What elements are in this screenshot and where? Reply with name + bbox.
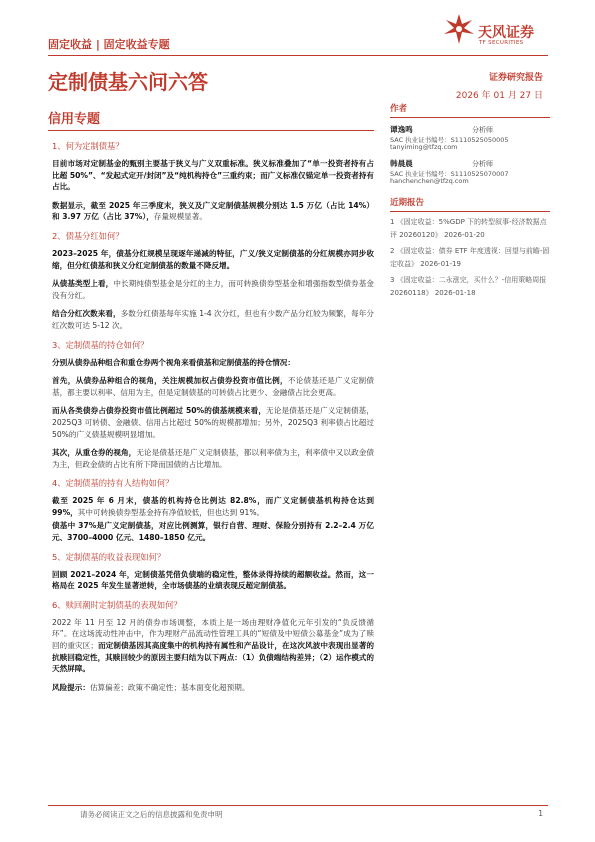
brand-name-en: TF SECURITIES [479,40,524,46]
paragraph: 其次，从重仓券的视角，无论是债基还是广义定制债基，都以利率债为主，利率债中又以政金债为主，但政金债的占比有所下降而国债的占比增加。 [52,448,375,469]
header-category: 固定收益 | 固定收益专题 [48,38,170,51]
footer-divider [48,805,548,806]
author-role: 分析师 [472,160,493,168]
recent-report-item[interactable]: 2 《固定收益：债券 ETF 年度透视：回望与前瞻-固定收益》 2026-01-19 [390,247,550,268]
section-tag: 信用专题 [48,112,101,127]
paragraph: 截至 2025 年 6 月末，债基的机构持仓比例达 82.8%，而广义定制债基机构持仓达到 99%，其中可转换债券型基金持有净值较低，但也达到 91%。 [52,496,374,517]
report-type: 证券研究报告 [488,73,543,83]
logo-mark-icon [442,12,476,50]
question-heading: 3、定制债基的持仓如何？ [52,339,149,350]
authors-heading: 作者 [390,102,550,118]
paragraph: 结合分红次数来看，多数分红债基每年实施 1-4 次分红，但也有少数产品分红较为频繁，每年分红次数可达 5-12 次。 [52,309,375,330]
author-card [390,158,550,186]
question-heading: 4、定制债基的持有人结构如何？ [52,478,174,489]
author-role: 分析师 [472,126,493,134]
paragraph: 回顾 2021–2024 年，定制债基凭借负债端的稳定性，整体录得持续的超额收益。然而，这一格局在 2025 年发生显著逆转，全市场债基的业绩表现反超定制债基。 [52,569,374,591]
recent-reports-heading: 近期报告 [390,196,550,212]
paragraph: 2022 年 11 月至 12 月的债券市场调整，本质上是一场由理财净值化元年引发的“负反馈循环”。在这场流动性冲击中，作为理财产品流动性管理工具的“短债及中短债公募基金”成为了赎回的重灾区；而定制债基因其高度集中的机构持有属性和产品设计，在这次风波中表现出显著的抗赎回稳定性，其赎回较少的原因主要归结为以下两点：（1）负债端结构差异；（2）运作模式的天然屏障。 [52,617,374,674]
paragraph: 首先，从债券品种组合的视角，关注规模加权占债券投资市值比例，不论债基还是广义定制债基，都主要以利率、信用为主，但是定制债基的可转债占比更少、金融债占比会更高。 [52,376,375,397]
author-card [390,124,550,152]
company-logo [442,12,552,52]
main-content [52,134,374,700]
author-sac: SAC 执业证书编号：S1110525050005 [390,136,509,144]
paragraph: 而从各类债券占债券投资市值比例超过 50%的债基规模来看，无论是债基还是广义定制债基，2025Q3 可转债、金融债、信用占比超过 50%的规模都增加；另外，2025Q3 利率债占比超过 50%的广义债基规模明显增加。 [52,406,374,439]
paragraph: 2023–2025 年，债基分红规模呈现逐年递减的特征，广义/狭义定制债基的分红规模亦同步收缩，但分红债基和狭义分红定制债基的数量不降反增。 [52,248,374,270]
question-heading: 2、债基分红如何？ [52,230,124,241]
section-divider [48,130,374,131]
brand-name-cn: 天风证券 [478,25,534,41]
paragraph: 数据显示，截至 2025 年三季度末，狭义及广义定制债基规模分别达 1.5 万亿（占比 14%）和 3.97 万亿（占比 37%），存量规模显著。 [52,200,374,222]
report-title: 定制债基六问六答 [48,70,208,94]
footer-disclaimer: 请务必阅读正文之后的信息披露和免责申明 [80,810,223,819]
author-email[interactable]: hanchenchen@tfzq.com [390,177,469,185]
header-divider [48,55,548,56]
question-heading: 1、何为定制债基？ [52,141,124,151]
author-name: 韩晨晨 [390,159,413,168]
page-number: 1 [538,809,543,818]
paragraph: 分别从债券品种组合和重仓券两个视角来看债基和定制债基的持仓情况： [52,357,295,367]
author-email[interactable]: tanyiming@tfzq.com [390,143,458,151]
paragraph: 目前市场对定制基金的甄别主要基于狭义与广义双重标准。狭义标准叠加了“单一投资者持有占比超 50%”、“发起式定开/封闭”及“纯机构持仓”三重约束；而广义标准仅锚定单一投资者持有占比。 [52,159,374,192]
question-heading: 6、赎回潮时定制债基的表现如何？ [52,599,182,610]
recent-report-item[interactable]: 1 《固定收益：5%GDP 下的转型叙事-经济数据点评 20260120》 2026-01-20 [390,218,547,239]
sidebar [390,102,550,299]
question-heading: 5、定制债基的收益表现如何？ [52,551,166,562]
paragraph: 债基中 37%是广义定制债基，对应比例测算，银行自营、理财、保险分别持有 2.2–2.4 万亿元、3700–4000 亿元、1480–1850 亿元。 [52,521,374,543]
recent-report-item[interactable]: 3 《固定收益：二永涨完，买什么？-信用策略周报 20260118》 2026-01-18 [390,276,547,297]
risk-warning: 风险提示：估算偏差；政策不确定性；基本面变化超预期。 [52,682,250,692]
author-sac: SAC 执业证书编号：S1110525070007 [390,170,509,178]
paragraph: 从债基类型上看，中长期纯债型基金是分红的主力，而可转换债券型基金和增强指数型债券基金没有分红。 [52,279,375,300]
author-name: 谭逸鸣 [390,125,413,134]
report-date: 2026 年 01 月 27 日 [455,91,543,101]
